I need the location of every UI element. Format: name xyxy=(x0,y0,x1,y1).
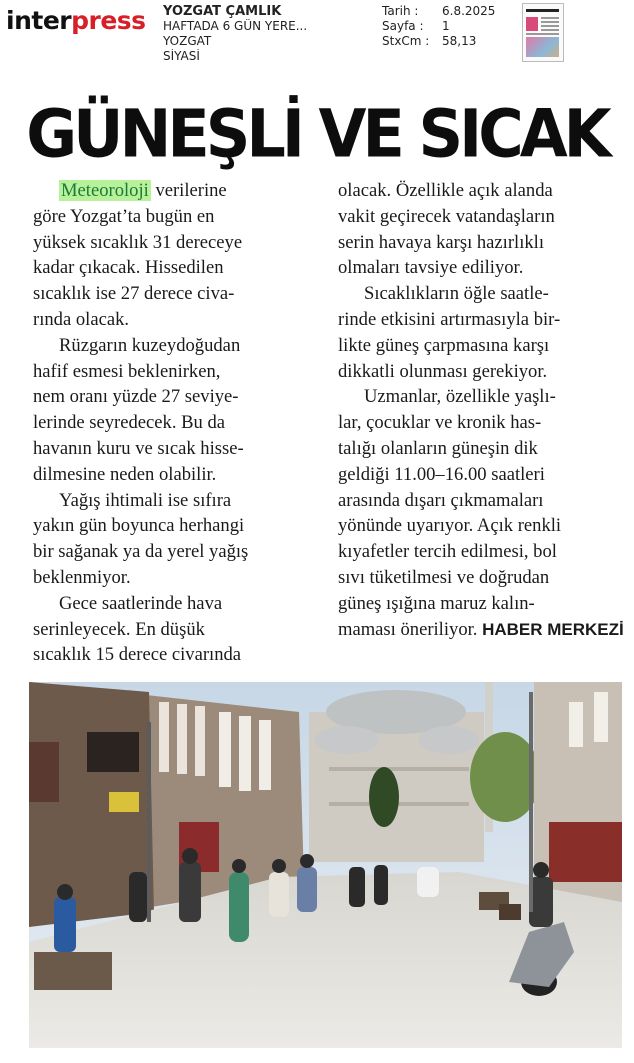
article-line xyxy=(338,359,626,385)
article-line xyxy=(33,333,328,359)
clipping-fields xyxy=(382,4,512,49)
article-line-text: rinde etkisini artırmasıyla bir- xyxy=(338,308,561,330)
article-line xyxy=(338,410,626,436)
publication-category: SİYASİ xyxy=(163,49,200,63)
article-line-text: kadar çıkacak. Hissedilen xyxy=(33,257,224,279)
article-line xyxy=(338,488,626,514)
article-line-text: Rüzgarın kuzeydoğudan xyxy=(59,334,241,356)
article-line xyxy=(338,539,626,565)
thumbnail-line xyxy=(541,29,559,31)
article-line-text: bir sağanak ya da yerel yağış xyxy=(33,541,249,563)
article-line-text: arasında dışarı çıkmamaları xyxy=(338,489,544,511)
field-label: Tarih : xyxy=(382,4,419,18)
logo-part-inter: inter xyxy=(6,6,72,35)
article-line-text: Uzmanlar, özellikle yaşlı- xyxy=(364,386,556,408)
article-line xyxy=(33,539,328,565)
street-photo-icon xyxy=(29,682,622,1048)
article-line-text: lar, çocuklar ve kronik has- xyxy=(338,412,542,434)
publication-region: YOZGAT xyxy=(163,34,212,48)
article-line-text: Gece saatlerinde hava xyxy=(59,592,223,614)
article-line xyxy=(33,591,328,617)
article-line xyxy=(33,230,328,256)
thumbnail-line xyxy=(526,33,559,35)
article-line xyxy=(33,384,328,410)
article-line xyxy=(33,178,328,204)
clipping-metadata xyxy=(163,4,368,64)
article-line xyxy=(338,565,626,591)
article-line xyxy=(338,513,626,539)
field-value: 1 xyxy=(442,19,450,33)
article-line-text: beklenmiyor. xyxy=(33,566,131,588)
article-line-text: rında olacak. xyxy=(33,308,130,330)
article-column-1 xyxy=(33,178,328,668)
article-line xyxy=(33,642,328,668)
publication-frequency: HAFTADA 6 GÜN YERE... xyxy=(163,19,308,33)
article-line xyxy=(33,204,328,230)
article-line-text: likte güneş çarpmasına karşı xyxy=(338,334,550,356)
article-line xyxy=(33,436,328,462)
article-line xyxy=(338,462,626,488)
article-headline: GÜNEŞLİ VE SICAK xyxy=(26,94,608,173)
article-line xyxy=(33,255,328,281)
article-line-text: serinleyecek. En düşük xyxy=(33,618,205,640)
thumbnail-image xyxy=(526,37,559,57)
field-value: 58,13 xyxy=(442,34,477,48)
field-label: StxCm : xyxy=(382,34,430,48)
article-line xyxy=(338,204,626,230)
article-line-text: sıcaklık ise 27 derece civa- xyxy=(33,283,235,305)
article-line-text: olacak. Özellikle açık alanda xyxy=(338,180,553,201)
article-line-text: dikkatli olunması gerekiyor. xyxy=(338,360,548,382)
field-value: 6.8.2025 xyxy=(442,4,496,18)
article-line-text: güneş ışığına maruz kalın- xyxy=(338,592,535,614)
article-line-text: göre Yozgat’ta bugün en xyxy=(33,205,215,227)
interpress-logo xyxy=(6,6,146,36)
street-photo xyxy=(29,682,622,1048)
article-line xyxy=(33,565,328,591)
article-line xyxy=(338,178,626,204)
field-date xyxy=(382,4,512,19)
article-line xyxy=(338,333,626,359)
thumbnail-line xyxy=(541,25,559,27)
article-line-text: hafif esmesi beklenirken, xyxy=(33,360,221,382)
article-line xyxy=(33,462,328,488)
thumbnail-title-bar xyxy=(526,9,559,12)
article-line-text: talığı olanların güneşin dik xyxy=(338,437,538,459)
article-line-text: olmaları tavsiye ediliyor. xyxy=(338,257,524,279)
thumbnail-red-block xyxy=(526,17,538,31)
article-line-text: geldiği 11.00–16.00 saatleri xyxy=(338,463,545,485)
field-page xyxy=(382,19,512,34)
article-line-text: lerinde seyredecek. Bu da xyxy=(33,412,226,434)
article-line xyxy=(33,410,328,436)
article-column-2 xyxy=(338,178,626,642)
article-line xyxy=(338,617,626,643)
article-line xyxy=(338,281,626,307)
article-line xyxy=(338,255,626,281)
article-line xyxy=(338,436,626,462)
article-line xyxy=(33,513,328,539)
page-thumbnail[interactable] xyxy=(522,3,564,62)
article-line-text: Yağış ihtimali ise sıfıra xyxy=(59,489,232,511)
article-line-text: maması öneriliyor. xyxy=(338,618,483,640)
article-byline: HABER MERKEZİ xyxy=(482,619,624,639)
article-line xyxy=(338,384,626,410)
article-line-text: nem oranı yüzde 27 seviye- xyxy=(33,386,239,408)
article-line-text: sıcaklık 15 derece civarında xyxy=(33,644,242,666)
article-line xyxy=(338,307,626,333)
article-line xyxy=(33,617,328,643)
article-line xyxy=(338,230,626,256)
field-label: Sayfa : xyxy=(382,19,424,33)
article-line-text: vakit geçirecek vatandaşların xyxy=(338,205,555,227)
article-line xyxy=(33,307,328,333)
article-line xyxy=(33,281,328,307)
publication-name: YOZGAT ÇAMLIK xyxy=(163,4,282,19)
highlighted-keyword: Meteoroloji xyxy=(61,180,149,201)
article-line xyxy=(33,488,328,514)
field-stxcm xyxy=(382,34,512,49)
article-line-text: dilmesine neden olabilir. xyxy=(33,463,217,485)
article-line-text: serin havaya karşı hazırlıklı xyxy=(338,231,545,253)
article-line-text: sıvı tüketilmesi ve doğrudan xyxy=(338,566,550,588)
logo-part-press: press xyxy=(71,6,146,35)
thumbnail-line xyxy=(541,21,559,23)
article-line-text: yüksek sıcaklık 31 dereceye xyxy=(33,231,243,253)
article-line-text: havanın kuru ve sıcak hisse- xyxy=(33,437,244,459)
article-line-text: yönünde uyarıyor. Açık renkli xyxy=(338,515,562,537)
article-line-text: yakın gün boyunca herhangi xyxy=(33,515,245,537)
article-line-text: Sıcaklıkların öğle saatle- xyxy=(364,283,549,305)
article-line-text: verilerine xyxy=(150,180,227,201)
article-line-text: kıyafetler tercih edilmesi, bol xyxy=(338,541,557,563)
thumbnail-line xyxy=(541,17,559,19)
article-line xyxy=(33,359,328,385)
article-line xyxy=(338,591,626,617)
